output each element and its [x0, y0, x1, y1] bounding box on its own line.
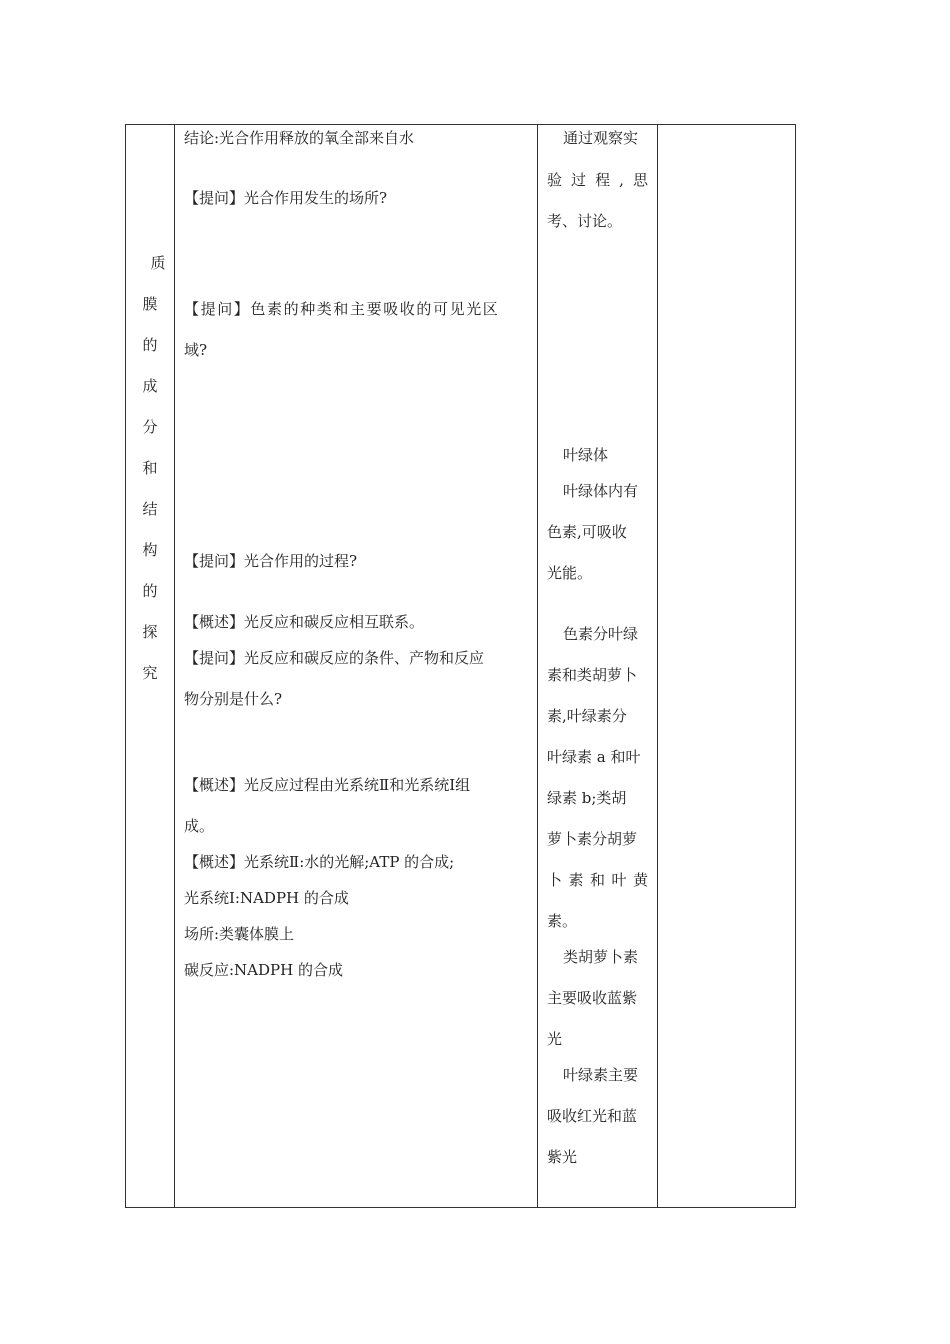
student-line: 紫光 — [547, 1148, 578, 1166]
student-line: 吸收红光和蓝 — [547, 1107, 638, 1125]
student-line: 素和类胡萝卜 — [547, 666, 638, 684]
student-line: 色素,可吸收 — [547, 523, 627, 541]
section-label-char: 膜 — [142, 295, 158, 313]
column-divider — [537, 125, 538, 1207]
student-line: 主要吸收蓝紫 — [547, 989, 638, 1007]
student-line: 萝卜素分胡萝 — [547, 830, 638, 848]
lesson-table — [125, 124, 796, 1208]
student-line: 通过观察实 — [563, 129, 639, 147]
student-line: 叶绿体 — [563, 446, 609, 464]
content-line: 【概述】光反应和碳反应相互联系。 — [184, 613, 425, 631]
content-line: 域? — [184, 341, 208, 359]
content-line: 碳反应:NADPH 的合成 — [184, 961, 343, 979]
section-label-char: 结 — [142, 500, 158, 518]
content-line: 【提问】色素的种类和主要吸收的可见光区 — [184, 300, 500, 318]
section-label-char: 分 — [142, 418, 158, 436]
content-line: 结论:光合作用释放的氧全部来自水 — [184, 129, 415, 147]
student-line: 验 过 程 , 思 — [547, 171, 648, 189]
student-line: 色素分叶绿 — [563, 625, 639, 643]
section-label-char: 的 — [142, 582, 158, 600]
content-line: 物分别是什么? — [184, 690, 283, 708]
student-line: 卜 素 和 叶 黄 — [547, 871, 648, 889]
section-label-char: 质 — [150, 254, 166, 272]
student-line: 素,叶绿素分 — [547, 707, 627, 725]
content-line: 【概述】光系统Ⅱ:水的光解;ATP 的合成; — [184, 853, 455, 871]
student-line: 类胡萝卜素 — [563, 948, 639, 966]
section-label-char: 究 — [142, 664, 158, 682]
notes-column — [658, 125, 795, 1207]
content-line: 【提问】光合作用的过程? — [184, 552, 358, 570]
section-label-char: 构 — [142, 541, 158, 559]
section-label-char: 探 — [142, 623, 158, 641]
student-line: 考、讨论。 — [547, 212, 623, 230]
student-line: 光能。 — [547, 564, 593, 582]
column-divider — [174, 125, 175, 1207]
content-line: 【提问】光合作用发生的场所? — [184, 189, 388, 207]
section-label-char: 的 — [142, 336, 158, 354]
student-line: 叶绿素 a 和叶 — [547, 748, 641, 766]
content-line: 【概述】光反应过程由光系统Ⅱ和光系统Ⅰ组 — [184, 776, 471, 794]
student-line: 素。 — [547, 912, 578, 930]
student-line: 叶绿素主要 — [563, 1066, 639, 1084]
section-label-char: 成 — [142, 377, 158, 395]
section-label-char: 和 — [142, 459, 158, 477]
student-line: 叶绿体内有 — [563, 482, 639, 500]
content-line: 光系统Ⅰ:NADPH 的合成 — [184, 889, 349, 907]
content-line: 场所:类囊体膜上 — [184, 925, 295, 943]
content-line: 【提问】光反应和碳反应的条件、产物和反应 — [184, 649, 485, 667]
student-line: 光 — [547, 1030, 563, 1048]
student-line: 绿素 b;类胡 — [547, 789, 627, 807]
content-line: 成。 — [184, 817, 215, 835]
